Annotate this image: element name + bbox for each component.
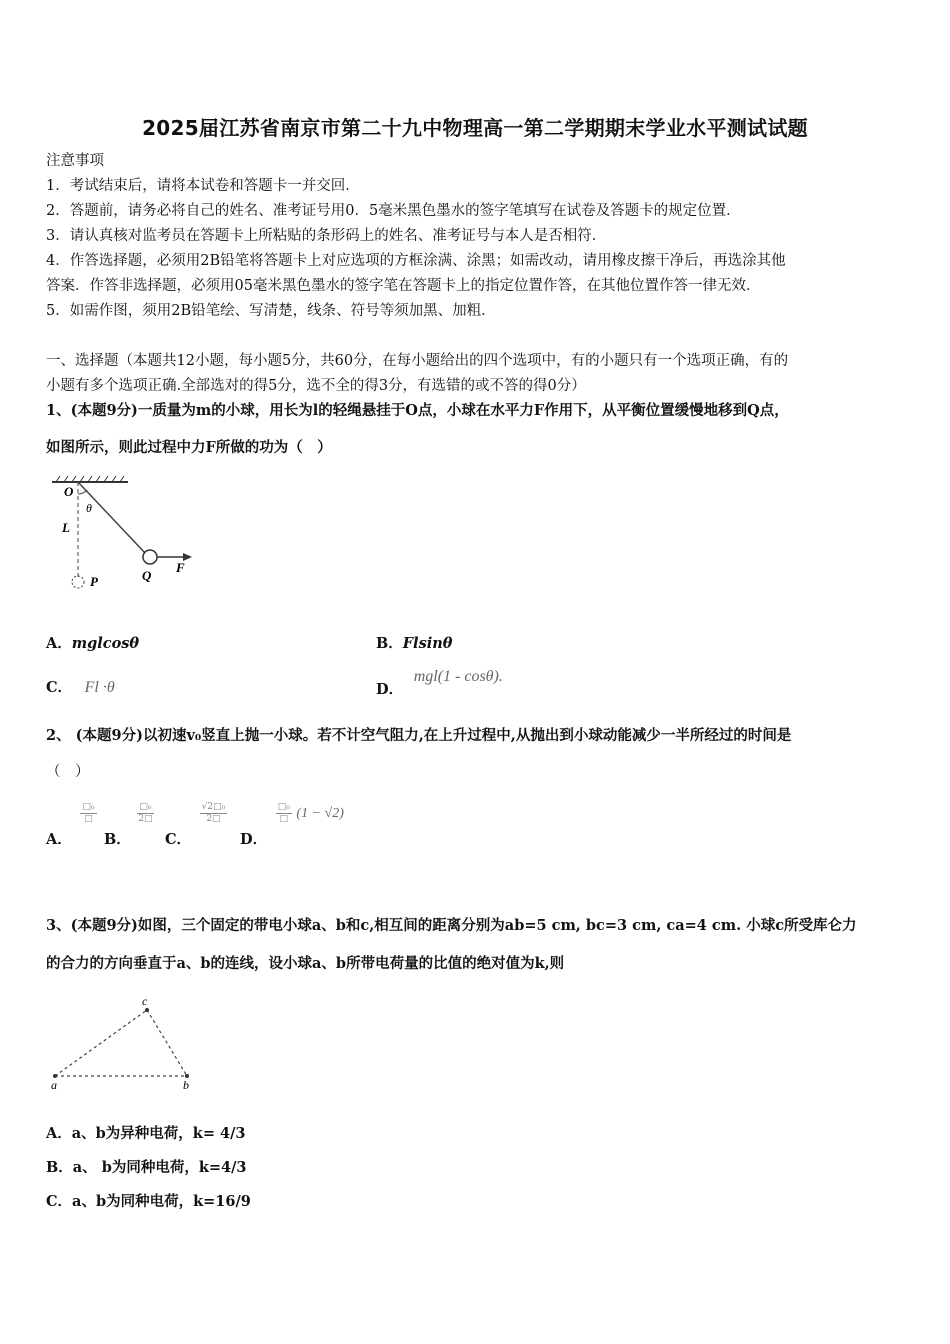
fraction-numerator: √2□₀ <box>201 802 226 812</box>
option-text: Flsinθ <box>402 635 453 652</box>
q3-option-a[interactable] <box>46 1122 246 1143</box>
notice-item-5: 5．如需作图，须用2B铅笔绘、写清楚，线条、符号等须加黑、加粗． <box>46 303 496 319</box>
fraction-denominator: □ <box>84 814 93 824</box>
option-label: C． <box>46 1193 73 1210</box>
label-F: F <box>176 560 185 575</box>
q3-stem-line2: 的合力的方向垂直于a、b的连线，设小球a、b所带电荷量的比值的绝对值为k,则 <box>46 955 565 972</box>
option-text: a、b为异种电荷，k= 4/3 <box>71 1125 246 1142</box>
fraction-denominator: 2□ <box>206 814 221 824</box>
fraction-numerator: □₀ <box>82 802 95 812</box>
q2-stem-line1: 2、 (本题9分)以初速v₀竖直上抛一小球。若不计空气阻力,在上升过程中,从抛出到小球动能减少一半所经过的时间是 <box>46 727 792 744</box>
notice-item-4-cont: 答案．作答非选择题，必须用05毫米黑色墨水的签字笔在答题卡上的指定位置作答，在其他位置作答一律无效． <box>46 278 761 294</box>
option-label: B． <box>104 831 131 848</box>
option-label: A． <box>46 1125 72 1142</box>
notice-heading: 注意事项 <box>46 153 104 169</box>
option-label: B． <box>46 1159 73 1176</box>
option-label: A． <box>46 635 72 652</box>
option-text: mglcosθ <box>71 635 140 652</box>
fraction-denominator: 2□ <box>138 814 153 824</box>
option-label: C． <box>46 679 73 696</box>
label-a: a <box>51 1078 57 1090</box>
q1-option-c[interactable] <box>46 676 115 697</box>
q3-option-c[interactable] <box>46 1190 251 1211</box>
q1-stem-line2: 如图所示，则此过程中力F所做的功为（ ） <box>46 439 332 456</box>
q2-stem-line2: （ ） <box>46 764 90 780</box>
label-c: c <box>142 994 148 1008</box>
label-L: L <box>62 520 70 535</box>
q2-option-d[interactable] <box>240 802 344 849</box>
notice-item-3: 3．请认真核对监考员在答题卡上所粘贴的条形码上的姓名、准考证号与本人是否相符． <box>46 228 607 244</box>
q1-pendulum-figure <box>46 472 206 597</box>
label-theta: θ <box>86 501 92 515</box>
option-fraction <box>80 802 96 825</box>
option-fraction <box>137 802 153 825</box>
q2-option-a[interactable] <box>46 802 97 849</box>
page-title: 2025届江苏省南京市第二十九中物理高一第二学期期末学业水平测试试题 <box>142 116 808 140</box>
label-Q: Q <box>142 568 152 583</box>
option-label: A． <box>46 831 72 848</box>
option-text: a、b为同种电荷，k=16/9 <box>72 1193 251 1210</box>
label-b: b <box>183 1078 189 1090</box>
option-text: mgl(1 - cosθ). <box>413 668 503 685</box>
option-label: D． <box>240 831 268 848</box>
q1-option-a[interactable] <box>46 632 139 653</box>
q2-option-b[interactable] <box>104 802 154 849</box>
q3-triangle-figure <box>46 990 206 1090</box>
notice-item-1: 1．考试结束后，请将本试卷和答题卡一并交回． <box>46 178 360 194</box>
fraction-denominator: □ <box>279 814 288 824</box>
q3-stem-line1: 3、(本题9分)如图，三个固定的带电小球a、b和c,相互间的距离分别为ab=5 cm, bc=3 cm, ca=4 cm. 小球c所受库仑力 <box>46 917 857 934</box>
option-text: Fl ·θ <box>84 679 115 696</box>
notice-item-4: 4．作答选择题，必须用2B铅笔将答题卡上对应选项的方框涂满、涂黑；如需改动，请用橡皮擦干净后，再选涂其他 <box>46 253 786 269</box>
fraction-numerator: □₀ <box>139 802 152 812</box>
label-O: O <box>64 484 74 499</box>
q1-stem-line1: 1、(本题9分)一质量为m的小球，用长为l的轻绳悬挂于O点，小球在水平力F作用下，从平衡位置缓慢地移到Q点， <box>46 402 789 419</box>
option-fraction <box>200 802 228 825</box>
section1-line1: 一、选择题（本题共12小题，每小题5分，共60分，在每小题给出的四个选项中，有的小题只有一个选项正确，有的 <box>46 353 789 369</box>
section1-line2: 小题有多个选项正确.全部选对的得5分，选不全的得3分，有选错的或不答的得0分） <box>46 378 586 394</box>
notice-item-2: 2．答题前，请务必将自己的姓名、准考证号用0．5毫米黑色墨水的签字笔填写在试卷及答题卡的规定位置． <box>46 203 741 219</box>
option-tail: (1 − √2) <box>296 806 344 821</box>
label-P: P <box>90 574 98 589</box>
option-label: B． <box>376 635 403 652</box>
fraction-numerator: □₀ <box>277 802 290 812</box>
option-label: D． <box>376 681 404 698</box>
q2-option-c[interactable] <box>165 802 227 849</box>
q1-option-b[interactable] <box>376 632 452 653</box>
option-fraction <box>276 802 292 825</box>
q3-option-b[interactable] <box>46 1156 247 1177</box>
q1-option-d[interactable] <box>376 668 503 699</box>
option-label: C． <box>165 831 192 848</box>
option-text: a、 b为同种电荷，k=4/3 <box>72 1159 247 1176</box>
